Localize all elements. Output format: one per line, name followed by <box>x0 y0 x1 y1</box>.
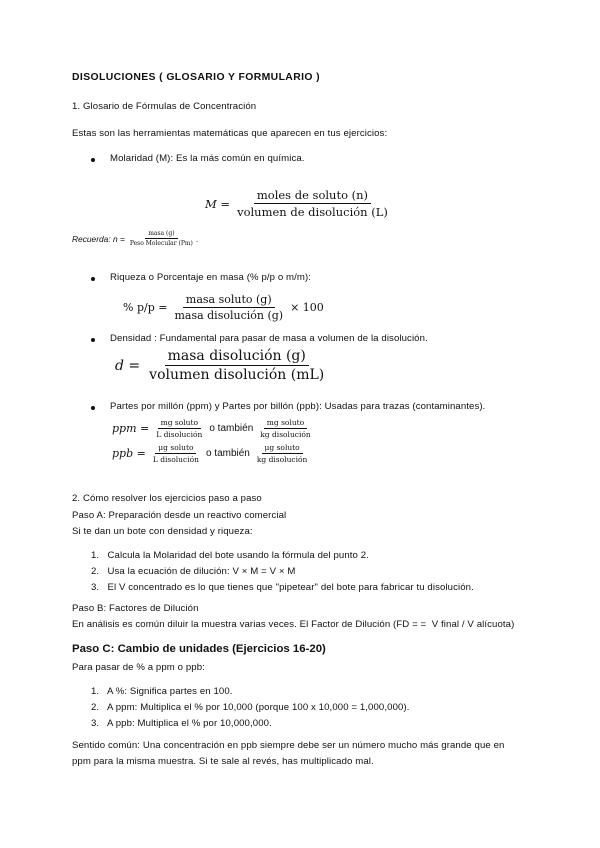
recuerda-end: . <box>195 233 199 244</box>
paso-c-heading: Paso C: Cambio de unidades (Ejercicios 16-20) <box>72 643 326 655</box>
o-tambien: o también <box>205 448 250 459</box>
fraction-numerator: mg soluto <box>264 418 307 429</box>
fraction <box>127 230 199 247</box>
bullet-partes: Partes por millón (ppm) y Partes por billón (ppb): Usadas para trazas (contaminantes). <box>110 401 486 412</box>
fraction-denominator: L disolución <box>156 430 203 439</box>
fraction-denominator: volumen disolución (mL) <box>149 367 325 383</box>
fraction <box>153 418 205 439</box>
paso-c-item-1: 1. A %: Significa partes en 100. <box>91 686 233 697</box>
paso-a-heading: Paso A: Preparación desde un reactivo comercial <box>72 510 287 521</box>
fraction-numerator: μg soluto <box>262 443 303 454</box>
fraction <box>150 443 202 464</box>
fraction-denominator: masa disolución (g) <box>174 309 284 322</box>
paso-b-heading: Paso B: Factores de Dilución <box>72 603 199 614</box>
paso-c-item-3: 3. A ppb: Multiplica el % por 10,000,000. <box>91 718 272 729</box>
fraction <box>171 293 286 322</box>
fraction-numerator: μg soluto <box>155 443 196 454</box>
fraction-denominator: volumen de disolución (L) <box>237 205 388 219</box>
document-title: DISOLUCIONES ( GLOSARIO Y FORMULARIO ) <box>72 72 321 83</box>
fraction <box>254 443 310 464</box>
sentido-comun-line-2: ppm para la misma muestra. Si te sale al revés, has multiplicado mal. <box>72 756 374 767</box>
fraction-numerator: mg soluto <box>158 418 201 429</box>
paso-a-item-2: 2. Usa la ecuación de dilución: V × M = V × M <box>91 566 296 577</box>
formula-lhs: % p/p = <box>123 301 168 314</box>
paso-c-intro: Para pasar de % a ppm o ppb: <box>72 662 205 673</box>
sentido-comun-line-1: Sentido común: Una concentración en ppb siempre debe ser un número mucho más grande que en <box>72 740 505 751</box>
formula-lhs: ppm = <box>112 422 150 435</box>
fraction-numerator: masa disolución (g) <box>165 348 309 366</box>
paso-a-item-1: 1. Calcula la Molaridad del bote usando la fórmula del punto 2. <box>91 550 369 561</box>
bullet-dot <box>91 158 95 162</box>
bullet-riqueza: Riqueza o Porcentaje en masa (% p/p o m/m): <box>110 272 312 283</box>
formula-lhs: d = <box>115 357 141 374</box>
formula-riqueza <box>123 293 324 322</box>
fraction <box>146 348 327 383</box>
bullet-molaridad: Molaridad (M): Es la más común en química. <box>110 153 305 164</box>
formula-ppb <box>112 443 310 464</box>
formula-densidad <box>115 348 327 383</box>
formula-recuerda <box>72 230 198 247</box>
fraction-denominator: L disolución <box>152 455 199 464</box>
formula-ppm <box>112 418 314 439</box>
formula-rhs: × 100 <box>290 301 324 314</box>
fraction-numerator: masa (g) <box>145 230 177 239</box>
bullet-dot <box>91 338 95 342</box>
fraction <box>257 418 313 439</box>
fraction-denominator: kg disolución <box>256 455 308 464</box>
recuerda-label: Recuerda: n = <box>72 233 125 244</box>
formula-lhs: ppb = <box>112 447 146 460</box>
fraction-denominator: kg disolución <box>260 430 311 439</box>
section1-intro: Estas son las herramientas matemáticas que aparecen en tus ejercicios: <box>72 128 388 139</box>
fraction-numerator: masa soluto (g) <box>183 293 275 308</box>
paso-a-item-3: 3. El V concentrado es lo que tienes que "pipetear" del bote para fabricar tu disolución. <box>91 582 474 593</box>
fraction <box>234 188 391 219</box>
paso-b-text: En análisis es común diluir la muestra varias veces. El Factor de Dilución (FD = = V final / V alícuota) <box>72 619 515 630</box>
paso-a-intro: Si te dan un bote con densidad y riqueza: <box>72 526 253 537</box>
paso-c-item-2: 2. A ppm: Multiplica el % por 10,000 (porque 100 x 10,000 = 1,000,000). <box>91 702 410 713</box>
bullet-dot <box>91 406 95 410</box>
section2-heading: 2. Cómo resolver los ejercicios paso a paso <box>72 493 262 504</box>
bullet-densidad: Densidad : Fundamental para pasar de masa a volumen de la disolución. <box>110 333 428 344</box>
o-tambien: o también <box>209 423 254 434</box>
formula-molaridad <box>205 188 391 219</box>
fraction-denominator: Peso Molecular (Pm) <box>129 240 193 247</box>
fraction-numerator: moles de soluto (n) <box>254 188 371 204</box>
formula-lhs: M = <box>205 196 231 211</box>
section1-heading: 1. Glosario de Fórmulas de Concentración <box>72 101 257 112</box>
bullet-dot <box>91 277 95 281</box>
